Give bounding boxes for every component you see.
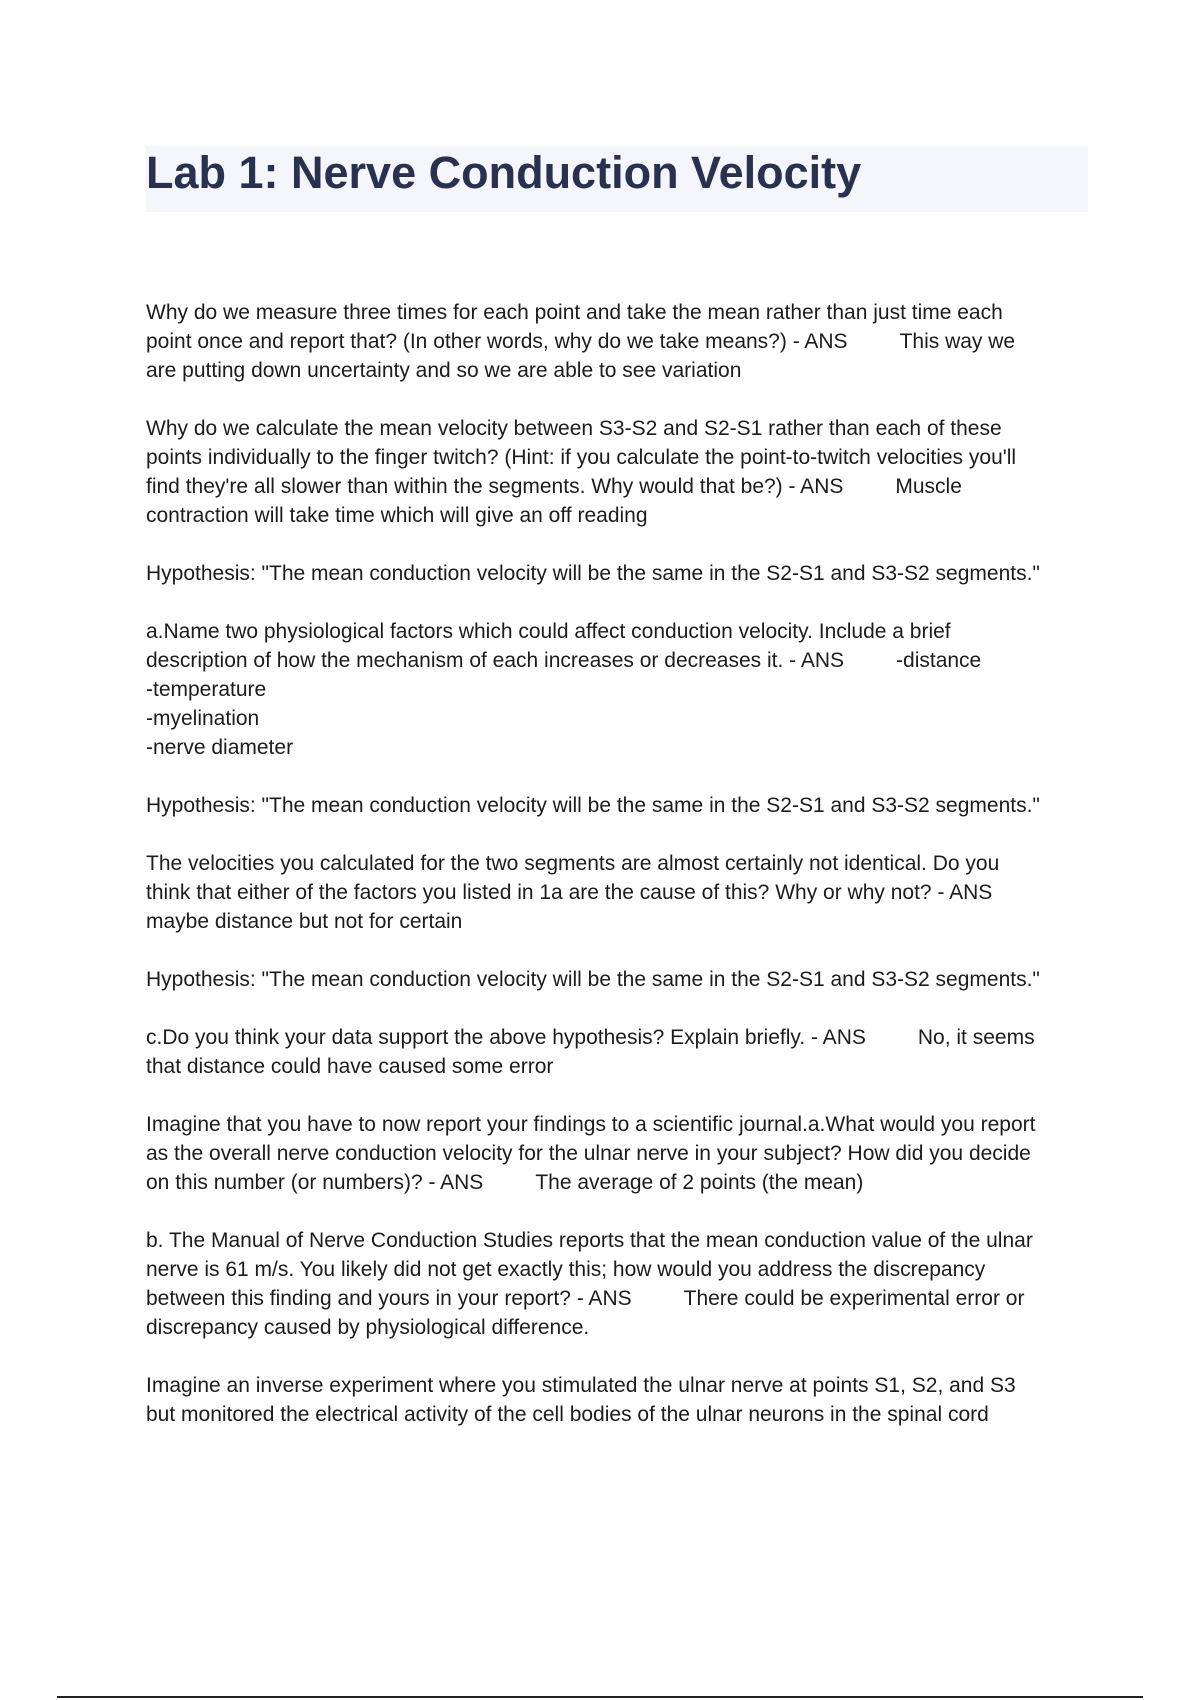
answer-marker: - ANS: [428, 1171, 484, 1194]
answer-text: This way we: [899, 330, 1016, 353]
question-line: but monitored the electrical activity of the cell bodies of the ulnar neurons in the spinal cord: [146, 1403, 989, 1426]
page-title: Lab 1: Nerve Conduction Velocity: [146, 147, 862, 198]
question-line: The velocities you calculated for the two segments are almost certainly not identical. Do you: [146, 852, 1000, 875]
answer-line: -nerve diameter: [146, 736, 294, 759]
question-text: point once and report that? (In other words, why do we take means?): [146, 330, 787, 353]
question-line: b. The Manual of Nerve Conduction Studies reports that the mean conduction value of the ulnar: [146, 1229, 1033, 1252]
answer-text: There could be experimental error or: [683, 1287, 1025, 1310]
answer-line: maybe distance but not for certain: [146, 910, 463, 933]
answer-marker: - ANS: [792, 330, 848, 353]
question-line: nerve is 61 m/s. You likely did not get exactly this; how would you address the discrepancy: [146, 1258, 986, 1281]
answer-text: -distance: [896, 649, 982, 672]
answer-line: -temperature: [146, 678, 267, 701]
qa-item: [146, 1110, 1096, 1197]
answer-line: discrepancy caused by physiological difference.: [146, 1316, 590, 1339]
question-text: think that either of the factors you listed in 1a are the cause of this? Why or why not?: [146, 881, 932, 904]
hypothesis-statement: [146, 559, 1096, 588]
question-line: [146, 327, 1096, 356]
answer-line: -myelination: [146, 707, 260, 730]
question-text: description of how the mechanism of each increases or decreases it.: [146, 649, 784, 672]
question-paragraph: [146, 1371, 1096, 1429]
question-line: Imagine that you have to now report your findings to a scientific journal.a.What would you report: [146, 1113, 1036, 1136]
answer-line: are putting down uncertainty and so we are able to see variation: [146, 359, 742, 382]
hypothesis-statement: [146, 965, 1096, 994]
question-text: find they're all slower than within the segments. Why would that be?): [146, 475, 783, 498]
qa-item: [146, 1226, 1096, 1342]
question-text: c.Do you think your data support the above hypothesis? Explain briefly.: [146, 1026, 806, 1049]
answer-marker: - ANS: [576, 1287, 632, 1310]
question-line: [146, 1023, 1096, 1052]
hypothesis-text: Hypothesis: "The mean conduction velocity will be the same in the S2-S1 and S3-S2 segments.": [146, 562, 1040, 585]
question-text: on this number (or numbers)?: [146, 1171, 423, 1194]
question-line: a.Name two physiological factors which could affect conduction velocity. Include a brief: [146, 620, 951, 643]
qa-item: [146, 849, 1096, 936]
answer-text: No, it seems: [917, 1026, 1035, 1049]
answer-line: contraction will take time which will give an off reading: [146, 504, 648, 527]
answer-text: The average of 2 points (the mean): [535, 1171, 864, 1194]
page-bottom-divider: [57, 1696, 1143, 1698]
hypothesis-text: Hypothesis: "The mean conduction velocity will be the same in the S2-S1 and S3-S2 segments.": [146, 794, 1040, 817]
question-line: [146, 646, 1096, 675]
question-line: Why do we measure three times for each point and take the mean rather than just time each: [146, 301, 1003, 324]
question-line: [146, 1168, 1096, 1197]
qa-list: [146, 298, 1096, 1458]
answer-marker: - ANS: [788, 475, 844, 498]
hypothesis-statement: [146, 791, 1096, 820]
answer-marker: - ANS: [811, 1026, 866, 1049]
question-line: Why do we calculate the mean velocity between S3-S2 and S2-S1 rather than each of these: [146, 417, 1002, 440]
question-line: [146, 878, 1096, 907]
question-text: between this finding and yours in your report?: [146, 1287, 571, 1310]
question-line: Imagine an inverse experiment where you stimulated the ulnar nerve at points S1, S2, and S3: [146, 1374, 1016, 1397]
qa-item: [146, 298, 1096, 385]
answer-line: that distance could have caused some error: [146, 1055, 554, 1078]
answer-marker: - ANS: [789, 649, 845, 672]
hypothesis-text: Hypothesis: "The mean conduction velocity will be the same in the S2-S1 and S3-S2 segments.": [146, 968, 1040, 991]
answer-text: Muscle: [895, 475, 962, 498]
answer-marker: - ANS: [937, 881, 993, 904]
qa-item: [146, 414, 1096, 530]
qa-item: [146, 617, 1096, 762]
question-line: as the overall nerve conduction velocity for the ulnar nerve in your subject? How did you decide: [146, 1142, 1031, 1165]
question-line: points individually to the finger twitch? (Hint: if you calculate the point-to-twitch velocities you'll: [146, 446, 1017, 469]
question-line: [146, 1284, 1096, 1313]
qa-item: [146, 1023, 1096, 1081]
question-line: [146, 472, 1096, 501]
